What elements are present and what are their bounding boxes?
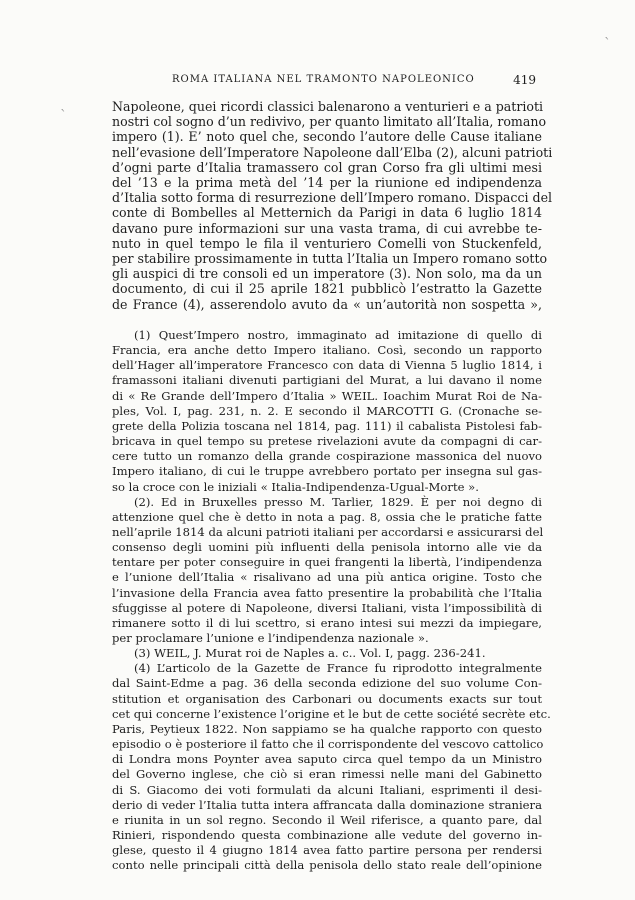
text-line: conte di Bombelles al Metternich da Parigi in data 6 luglio 1814 — [112, 205, 542, 221]
footnote-line: del Governo inglese, che ciò si eran rimessi nelle mani del Gabinetto — [112, 767, 542, 782]
footnote-line: nell’aprile 1814 da alcuni patrioti italiani per accordarsi e assicurarsi del — [112, 524, 544, 539]
footnote-line: framassoni italiani divenuti partigiani del Murat, a lui davano il nome — [112, 373, 542, 388]
text-line: Napoleone, quei ricordi classici balenarono a venturieri e a patrioti — [112, 99, 544, 114]
margin-mark: ˋ — [604, 36, 611, 52]
text-line: impero (1). E’ noto quel che, secondo l’autore delle Cause italiane — [112, 129, 542, 145]
text-line: nostri col sogno d’un redivivo, per quanto limitato all’Italia, romano — [112, 114, 547, 130]
footnote-line: conto nelle principali città della penisola dello stato reale dell’opinione — [112, 858, 542, 873]
text-line: davano pure informazioni sur una vasta trama, di cui avrebbe te- — [112, 220, 542, 236]
footnote-line: episodio o è posteriore il fatto che il corrispondente del vescovo cattolico — [112, 737, 544, 752]
text-line: d’Italia sotto forma di resurrezione dell’Impero romano. Dispacci del — [112, 190, 553, 206]
footnote-line: ples, Vol. I, pag. 231, n. 2. E secondo il MARCOTTI G. (Cronache se- — [112, 403, 542, 418]
footnote-line: grete della Polizia toscana nel 1814, pag. 111) il cabalista Pistolesi fab- — [112, 418, 542, 433]
footnote-line: e riunita in un sol regno. Secondo il Weil riferisce, a quanto pare, dal — [112, 812, 542, 827]
footnote-line: derio di veder l’Italia tutta intera affrancata dalla dominazione straniera — [112, 797, 542, 812]
text-line: nuto in quel tempo le fila il venturiero Comelli von Stuckenfeld, — [112, 235, 542, 251]
footnote-line: stitution et organisation des Carbonari ou documents exacts sur tout — [112, 691, 542, 706]
footnote-line: bricava in quel tempo su pretese rivelazioni avute da compagni di car- — [112, 434, 542, 449]
footnote-line: glese, questo il 4 giugno 1814 avea fatto partire persona per rendersi — [112, 843, 542, 858]
running-title: ROMA ITALIANA NEL TRAMONTO NAPOLEONICO — [172, 74, 475, 85]
footnote-line: di S. Giacomo dei voti formulati da alcuni Italiani, esprimenti il desi- — [112, 782, 542, 797]
footnote-line: Francia, era anche detto Impero italiano. Così, secondo un rapporto — [112, 343, 542, 358]
footnote-line: attenzione quel che è detto in nota a pag. 8, ossia che le pratiche fatte — [112, 509, 542, 524]
footnote-line: cet qui concerne l’existence l’origine et le but de cette société secrète etc. — [112, 706, 551, 721]
footnote-line: di Londra mons Poynter avea saputo circa quel tempo da un Ministro — [112, 752, 542, 767]
text-line: per stabilire prossimamente in tutta l’Italia un Impero romano sotto — [112, 251, 548, 266]
footnote-line: Rinieri, rispondendo questa combinazione alle vedute del governo in- — [112, 827, 542, 842]
footnote-line: Paris, Peytieux 1822. Non sappiamo se ha qualche rapporto con questo — [112, 721, 542, 736]
footnote-line: dell’Hager all’imperatore Francesco con data di Vienna 5 luglio 1814, i — [112, 358, 542, 373]
footnote-line: rimanere sotto il di lui scettro, si erano intesi sui mezzi da impiegare, — [112, 615, 542, 630]
text-line: nell’evasione dell’Imperatore Napoleone dall’Elba (2), alcuni patrioti — [112, 144, 553, 160]
footnote-line: (2). Ed in Bruxelles presso M. Tarlier, 1829. È per noi degno di — [134, 494, 542, 509]
footnote-line: (1) Quest’Impero nostro, immaginato ad imitazione di quello di — [134, 328, 542, 342]
footnote-line: per proclamare l’unione e l’indipendenza nazionale ». — [112, 631, 429, 645]
text-line: del ’13 e la prima metà del ’14 per la riunione ed indipendenza — [112, 175, 542, 190]
footnote-line: e l’unione dell’Italia « risalivano ad una più antica origine. Tosto che — [112, 570, 542, 585]
text-line: documento, di cui il 25 aprile 1821 pubblicò l’estratto la Gazette — [112, 281, 542, 297]
footnote-line: consenso degli uomini più influenti della penisola intorno alle vie da — [112, 540, 542, 555]
footnote-line: Impero italiano, di cui le truppe avrebbero portato per insegna sul gas- — [112, 464, 542, 479]
footnote-line: di « Re Grande dell’Impero d’Italia » WEIL. Ioachim Murat Roi de Na- — [112, 388, 542, 403]
footnote-line: so la croce con le iniziali « Italia-Indipendenza-Ugual-Morte ». — [112, 479, 479, 494]
footnote-line: sfuggisse al potere di Napoleone, diversi Italiani, vista l’impossibilità di — [112, 600, 542, 615]
text-line: de France (4), asserendolo avuto da « un’autorità non sospetta », — [112, 296, 542, 312]
footnote-line: cere tutto un romanzo della grande cospirazione massonica del nuovo — [112, 449, 542, 464]
running-header — [112, 73, 542, 89]
text-line: gli auspici di tre consoli ed un imperatore (3). Non solo, ma da un — [112, 266, 542, 282]
footnote-line: l’invasione della Francia avea fatto presentire la probabilità che l’Italia — [112, 585, 542, 600]
footnote-line: (3) WEIL, J. Murat roi de Naples a. c.. Vol. I, pagg. 236-241. — [134, 646, 486, 661]
page-number: 419 — [513, 73, 536, 87]
footnote-line: dal Saint-Edme a pag. 36 della seconda edizione del suo volume Con- — [112, 676, 542, 691]
margin-mark: ˋ — [60, 108, 67, 124]
footnote-line: tentare per poter conseguire in quei frangenti la libertà, l’indipendenza — [112, 555, 542, 570]
footnote-line: (4) L’articolo de la Gazette de France fu riprodotto integralmente — [134, 661, 542, 676]
text-line: d’ogni parte d’Italia tramassero col gran Corso fra gli ultimi mesi — [112, 159, 542, 175]
